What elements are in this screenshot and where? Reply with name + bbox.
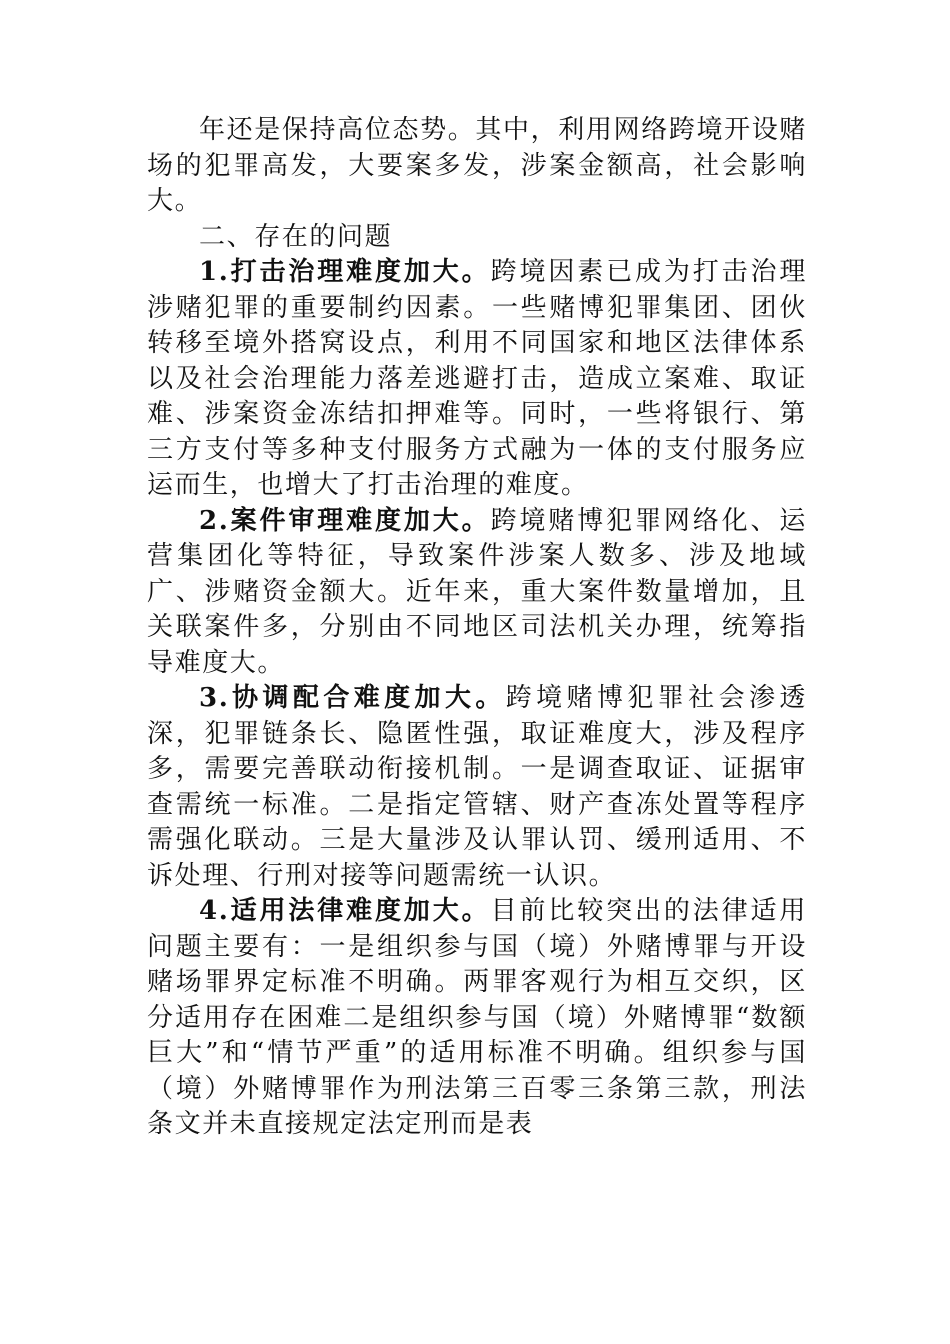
- item-paragraph-3: [147, 681, 807, 894]
- item-3-lead: 3.协调配合难度加大。: [199, 683, 506, 713]
- item-4-text: 目前比较突出的法律适用问题主要有：一是组织参与国（境）外赌博罪与开设赌场罪界定标准不明确。两罪客观行为相互交织，区分适用存在困难二是组织参与国（境）外赌博罪“数额巨大”和“情节严重”的适用标准不明确。组织参与国（境）外赌博罪作为刑法第三百零三条第三款，刑法条文并未直接规定法定刑而是表: [147, 896, 807, 1139]
- item-1-text: 跨境因素已成为打击治理涉赌犯罪的重要制约因素。一些赌博犯罪集团、团伙转移至境外搭窝设点，利用不同国家和地区法律体系以及社会治理能力落差逃避打击，造成立案难、取证难、涉案资金冻结扣押难等。同时，一些将银行、第三方支付等多种支付服务方式融为一体的支付服务应运而生，也增大了打击治理的难度。: [147, 257, 807, 500]
- item-1-lead: 1.打击治理难度加大。: [199, 257, 491, 287]
- document-body: [147, 113, 807, 1143]
- intro-text: 年还是保持高位态势。其中，利用网络跨境开设赌场的犯罪高发，大要案多发，涉案金额高，社会影响大。: [147, 115, 807, 216]
- section-heading: 二、存在的问题: [199, 221, 393, 252]
- item-paragraph-4: [147, 894, 807, 1143]
- item-3-text: 跨境赌博犯罪社会渗透深，犯罪链条长、隐匿性强，取证难度大，涉及程序多，需要完善联动衔接机制。一是调查取证、证据审查需统一标准。二是指定管辖、财产查冻处置等程序需强化联动。三是大量涉及认罪认罚、缓刑适用、不诉处理、行刑对接等问题需统一认识。: [147, 683, 807, 891]
- item-2-lead: 2.案件审理难度加大。: [199, 505, 491, 536]
- item-paragraph-1: [147, 255, 807, 504]
- item-2-text: 跨境赌博犯罪网络化、运营集团化等特征，导致案件涉案人数多、涉及地域广、涉赌资金额大。近年来，重大案件数量增加，且关联案件多，分别由不同地区司法机关办理，统筹指导难度大。: [147, 505, 807, 678]
- item-4-lead: 4.适用法律难度加大。: [199, 896, 491, 926]
- item-paragraph-2: [147, 504, 807, 682]
- intro-paragraph: [147, 113, 807, 220]
